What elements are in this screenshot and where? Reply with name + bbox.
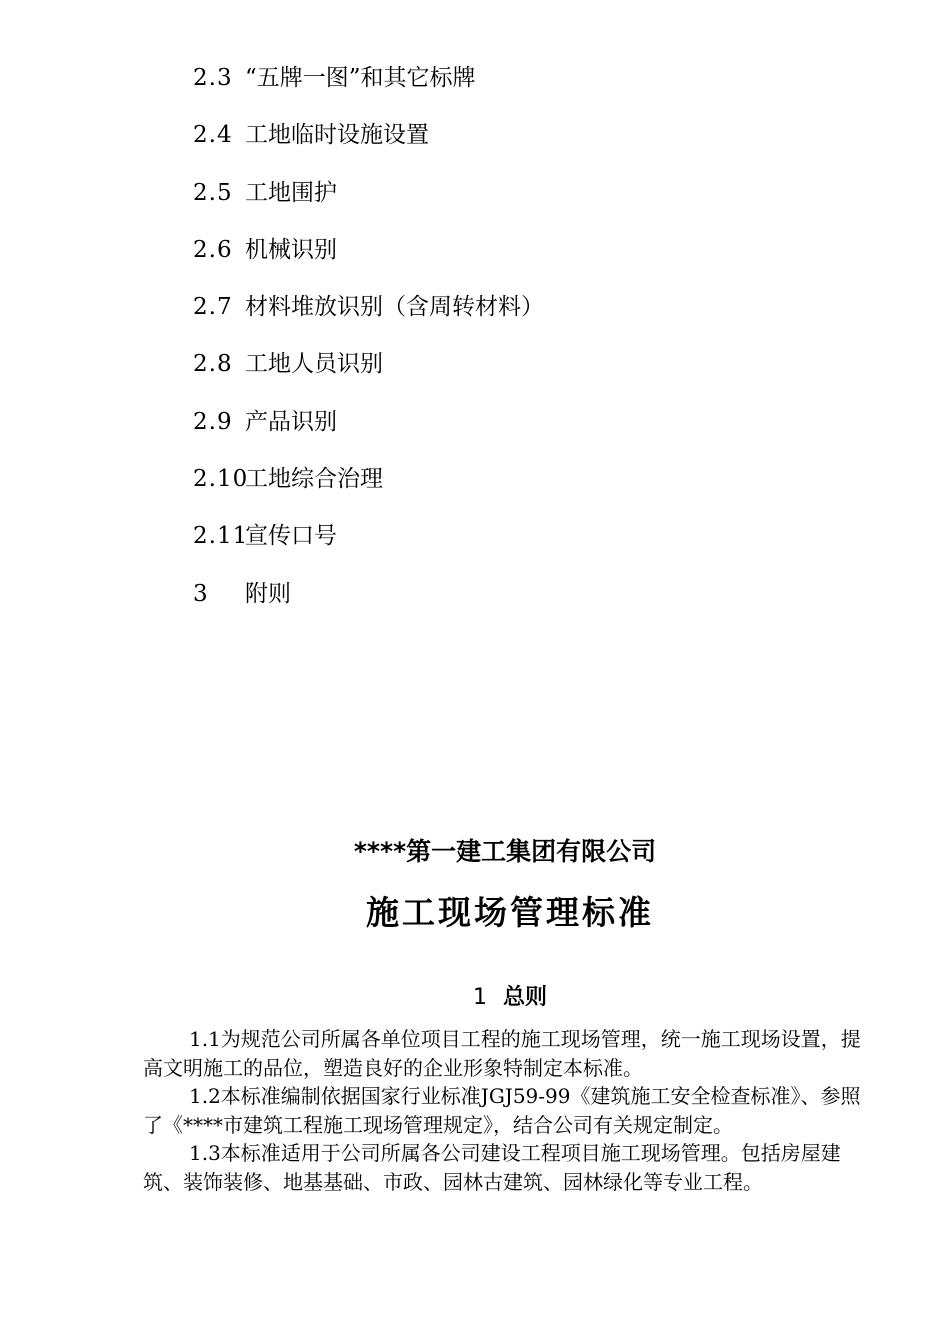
toc-item-number: 3 xyxy=(193,580,209,607)
toc-item xyxy=(193,287,544,344)
toc-item xyxy=(193,459,544,516)
toc-item xyxy=(193,58,544,115)
toc-item-title: 工地临时设施设置 xyxy=(245,122,429,149)
toc-item xyxy=(193,516,544,573)
toc-item-number: 2.5 xyxy=(193,179,233,206)
toc-item-title: 产品识别 xyxy=(245,408,337,435)
toc-item-title: 材料堆放识别（含周转材料） xyxy=(245,294,544,321)
toc-item xyxy=(193,402,544,459)
toc-item-title: 宣传口号 xyxy=(245,523,337,550)
toc-item xyxy=(193,115,544,172)
toc-item-number: 2.8 xyxy=(193,351,233,378)
toc-item xyxy=(193,173,544,230)
company-name: ****第一建工集团有限公司 xyxy=(353,837,657,866)
toc-item xyxy=(193,230,544,287)
toc-item-title: 附则 xyxy=(245,580,291,607)
section-heading xyxy=(0,980,950,1016)
toc-item-number: 2.3 xyxy=(193,65,233,91)
toc-item-title: “五牌一图”和其它标牌 xyxy=(245,65,476,91)
toc-item-number: 2.9 xyxy=(193,408,233,435)
toc-item-number: 2.4 xyxy=(193,122,233,149)
toc-item-title: 机械识别 xyxy=(245,236,337,263)
section-title: 总则 xyxy=(502,985,547,1010)
document-title: 施工现场管理标准 xyxy=(366,893,654,932)
toc-item-title: 工地综合治理 xyxy=(245,466,383,493)
paragraph: 1.3本标准适用于公司所属各公司建设工程项目施工现场管理。包括房屋建筑、装饰装修、地基基础、市政、园林古建筑、园林绿化等专业工程。 xyxy=(143,1141,841,1194)
section-number: 1 xyxy=(472,985,487,1010)
toc-item xyxy=(193,344,544,401)
toc-item-title: 工地围护 xyxy=(245,179,337,206)
paragraph: 1.2本标准编制依据国家行业标准JGJ59-99《建筑施工安全检查标准》、参照了《****市建筑工程施工现场管理规定》，结合公司有关规定制定。 xyxy=(143,1084,861,1137)
table-of-contents xyxy=(193,58,544,631)
toc-item-number: 2.10 xyxy=(193,466,249,493)
toc-item-number: 2.11 xyxy=(193,523,249,550)
toc-item xyxy=(193,574,544,631)
toc-item-title: 工地人员识别 xyxy=(245,351,383,378)
toc-item-number: 2.6 xyxy=(193,236,233,263)
toc-item-number: 2.7 xyxy=(193,294,233,321)
paragraph: 1.1为规范公司所属各单位项目工程的施工现场管理，统一施工现场设置，提高文明施工的品位，塑造良好的企业形象特制定本标准。 xyxy=(143,1027,861,1080)
section-body xyxy=(143,1025,878,1196)
